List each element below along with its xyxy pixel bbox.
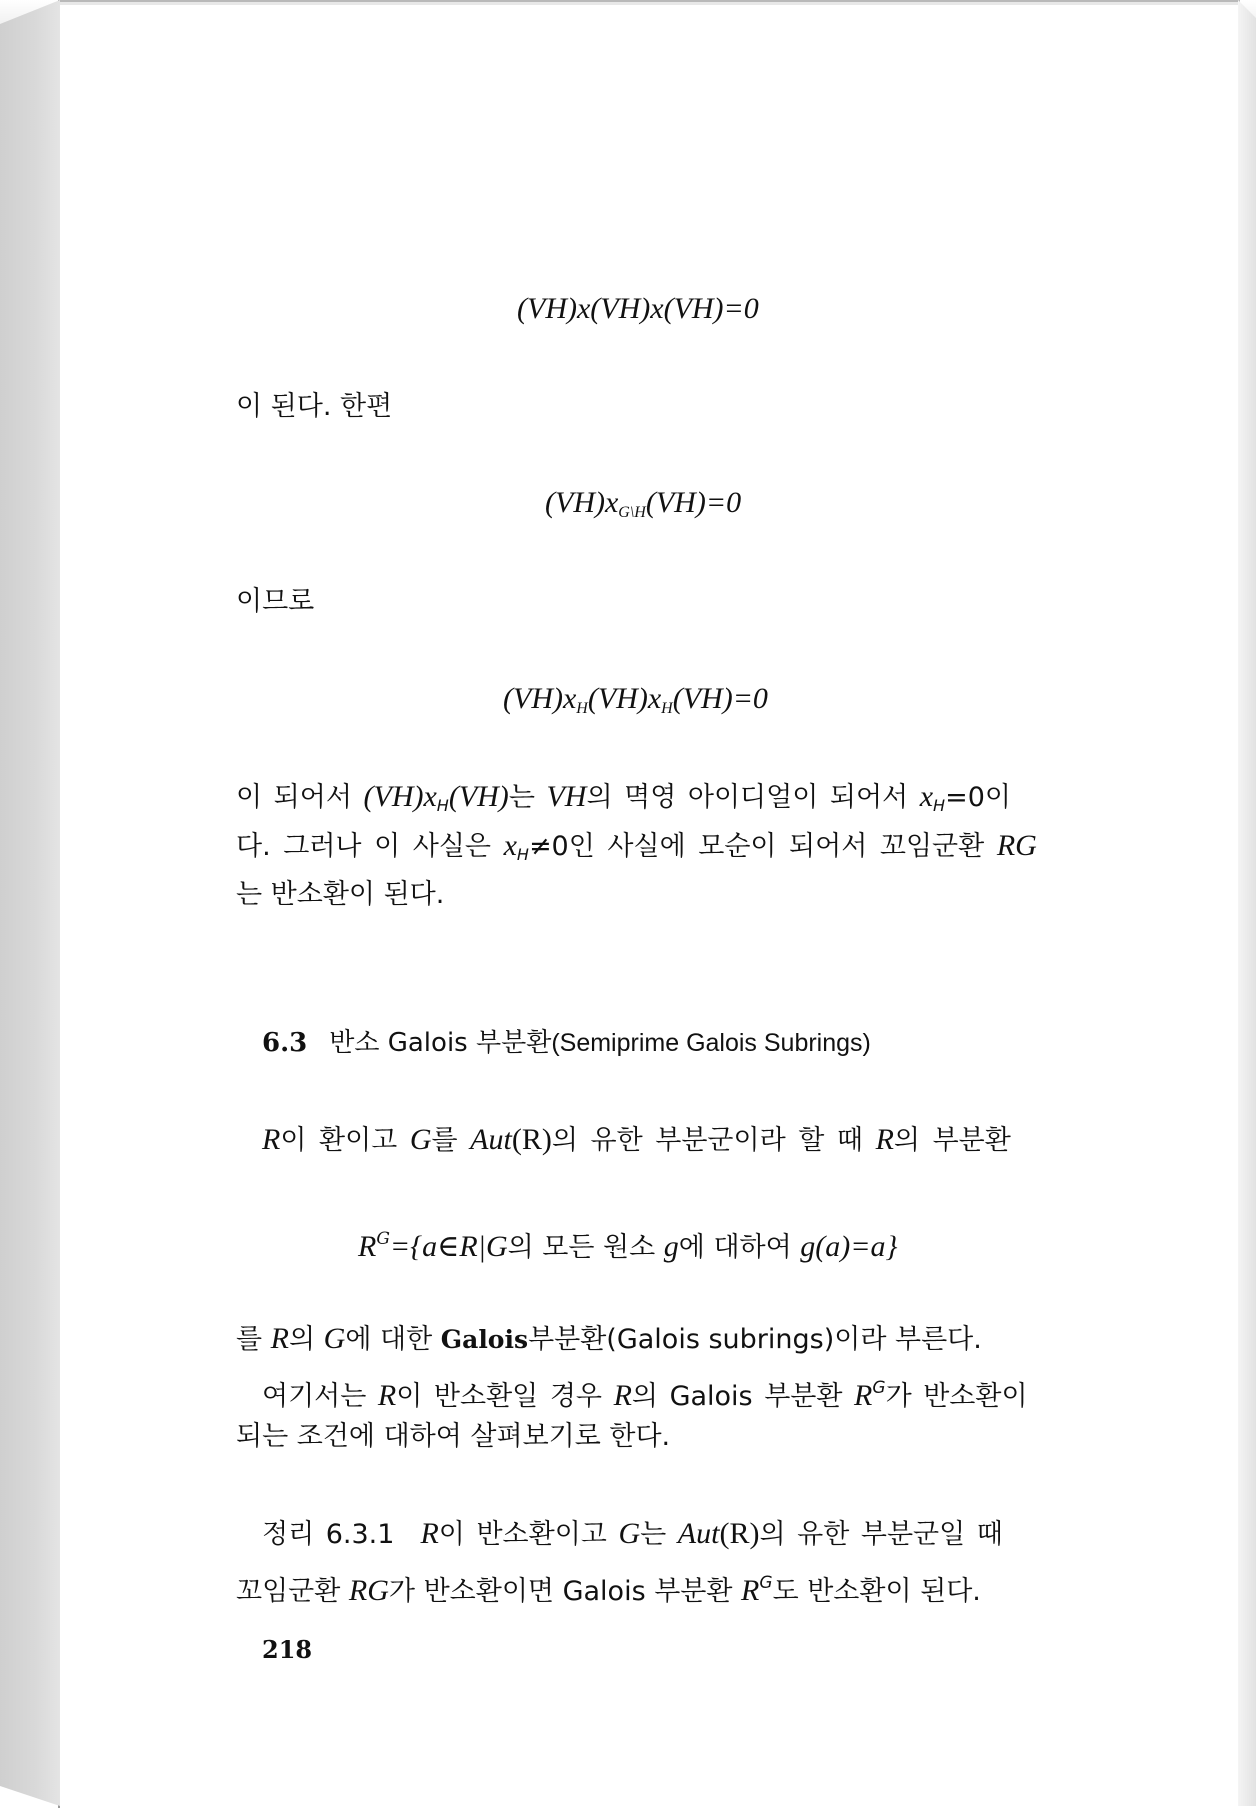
text: 는 xyxy=(640,1519,678,1550)
text: 에 대하여 xyxy=(678,1232,801,1263)
math: R xyxy=(358,1230,377,1263)
bold-text: Galois xyxy=(440,1325,529,1354)
math: R xyxy=(420,1517,439,1550)
math: x xyxy=(919,780,934,813)
equation-3 xyxy=(503,682,768,726)
text: =0이 xyxy=(945,782,1011,813)
math: g(a)=a} xyxy=(800,1230,898,1263)
math: R xyxy=(854,1379,873,1412)
math: R xyxy=(262,1123,281,1156)
text: 의 모든 원소 xyxy=(507,1232,664,1263)
paragraph-5-line-1 xyxy=(236,1322,982,1357)
text: 이 반소환이고 xyxy=(438,1519,619,1550)
equation-2-subscript: G\H xyxy=(618,504,646,521)
subscript: H xyxy=(933,796,946,815)
equation-3-part: (VH)x xyxy=(503,682,577,715)
book-right-edge xyxy=(1238,0,1256,1806)
math: G xyxy=(618,1517,641,1550)
math: RG xyxy=(348,1574,389,1607)
text: 의 xyxy=(289,1324,324,1355)
math: G xyxy=(409,1123,432,1156)
text: 는 xyxy=(508,782,547,813)
equation-3-part: (VH)=0 xyxy=(672,682,768,715)
theorem-line-2 xyxy=(236,1566,981,1609)
math: R xyxy=(270,1322,289,1355)
math: R xyxy=(377,1379,397,1412)
math: (VH) xyxy=(448,780,509,813)
paragraph-4 xyxy=(262,1123,1011,1158)
text: 도 반소환이 된다. xyxy=(772,1576,981,1607)
text: 를 xyxy=(431,1125,471,1156)
theorem-label: 정리 6.3.1 xyxy=(262,1519,395,1550)
text: 다. 그러나 이 사실은 xyxy=(236,831,504,862)
math: (R) xyxy=(719,1517,760,1550)
math: Aut xyxy=(470,1123,512,1156)
text: 의 유한 부분군이라 할 때 xyxy=(551,1125,876,1156)
paragraph-3-line-2 xyxy=(236,829,1037,872)
text: 이 반소환일 경우 xyxy=(396,1381,614,1412)
math: (VH)x xyxy=(363,780,437,813)
page-number: 218 xyxy=(262,1635,313,1664)
subscript: H xyxy=(436,796,449,815)
equation-1-text: (VH)x(VH)x(VH)=0 xyxy=(517,292,759,325)
paragraph-5-line-2 xyxy=(262,1371,1028,1414)
equation-3-part: (VH)x xyxy=(587,682,662,715)
text: 여기서는 xyxy=(262,1381,378,1412)
subscript: H xyxy=(516,845,529,864)
paragraph-3-line-1 xyxy=(236,780,1011,823)
math: RG xyxy=(996,829,1037,862)
theorem-line-1 xyxy=(262,1517,1003,1552)
superscript: G xyxy=(759,1573,773,1593)
section-number: 6.3 xyxy=(262,1028,308,1058)
paragraph-2: 이므로 xyxy=(236,586,315,617)
math: Aut xyxy=(677,1517,720,1550)
text: 의 Galois 부분환 xyxy=(631,1381,855,1412)
book-spine-edge xyxy=(0,0,60,1806)
math: G xyxy=(323,1322,346,1355)
equation-1 xyxy=(517,292,759,326)
math: VH xyxy=(546,780,587,813)
math: x xyxy=(503,829,517,862)
equation-2 xyxy=(545,486,741,530)
text: 이 되어서 xyxy=(236,782,364,813)
math: g xyxy=(663,1230,679,1263)
math: R xyxy=(741,1574,760,1607)
section-heading xyxy=(262,1026,871,1060)
equation-2-part: (VH)x xyxy=(545,486,619,519)
paragraph-5-line-3: 되는 조건에 대하여 살펴보기로 한다. xyxy=(236,1421,671,1452)
text: 의 부분환 xyxy=(893,1125,1011,1156)
math: ={a∈R|G xyxy=(389,1230,508,1263)
text: 이 환이고 xyxy=(280,1125,410,1156)
superscript: G xyxy=(872,1378,886,1398)
math: R xyxy=(613,1379,632,1412)
text: ≠0인 사실에 모순이 되어서 꼬임군환 xyxy=(528,831,997,862)
section-title-english: (Semiprime Galois Subrings) xyxy=(551,1029,871,1057)
text: 에 대한 xyxy=(345,1324,441,1355)
text: 꼬임군환 xyxy=(236,1576,349,1607)
equation-3-subscript: H xyxy=(576,700,588,717)
equation-2-part: (VH)=0 xyxy=(645,486,742,519)
text: 의 유한 부분군일 때 xyxy=(759,1519,1003,1550)
equation-3-subscript: H xyxy=(661,700,673,717)
text: 를 xyxy=(236,1324,271,1355)
math: R xyxy=(875,1123,894,1156)
text: 부분환(Galois subrings)이라 부른다. xyxy=(528,1324,982,1355)
text: 가 반소환이면 Galois 부분환 xyxy=(388,1576,742,1607)
section-title-korean: 반소 Galois 부분환 xyxy=(329,1028,552,1058)
superscript: G xyxy=(376,1229,390,1249)
text: 의 멱영 아이디얼이 되어서 xyxy=(586,782,920,813)
paragraph-1: 이 된다. 한편 xyxy=(236,391,393,422)
paragraph-3-line-3: 는 반소환이 된다. xyxy=(236,879,445,910)
equation-4 xyxy=(358,1222,898,1265)
math: (R) xyxy=(511,1123,552,1156)
text: 가 반소환이 xyxy=(885,1381,1028,1412)
